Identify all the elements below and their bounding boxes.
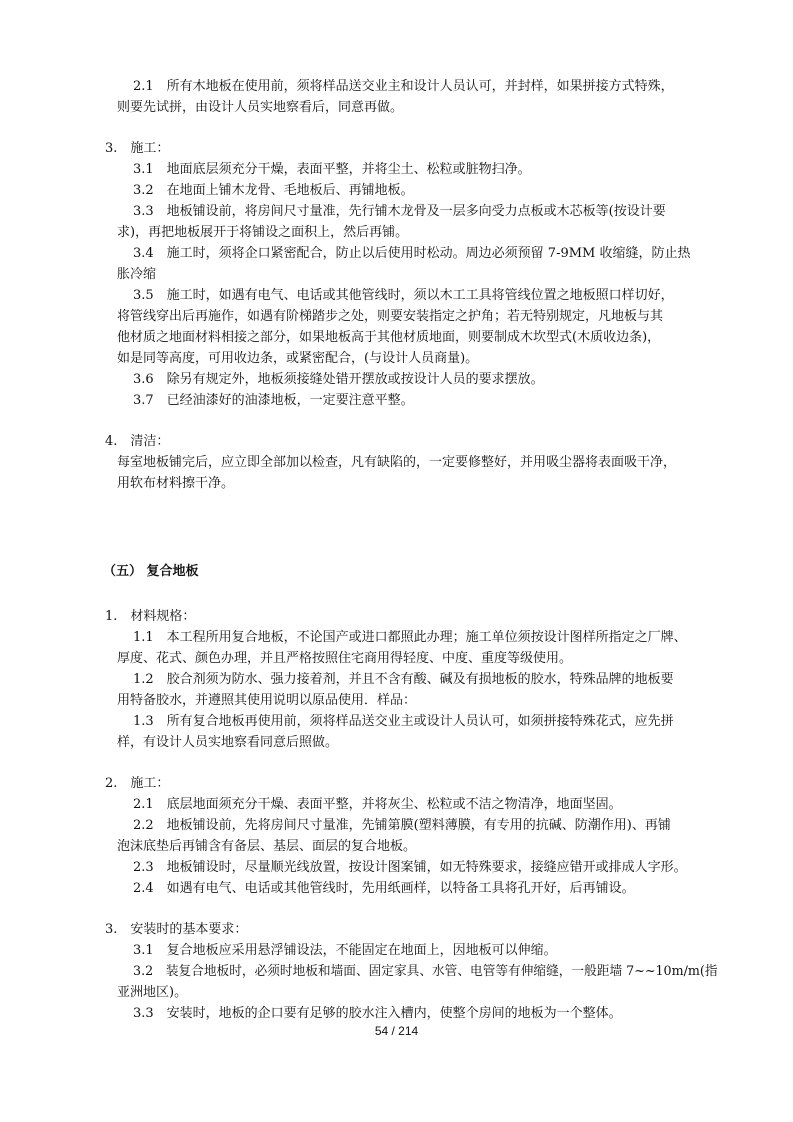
section-item-heading: 4. 清洁： <box>105 434 170 449</box>
page-number: 54 / 214 <box>374 1024 419 1038</box>
text-line: 3.5 施工时，如遇有电气、电话或其他管线时，须以木工工具将管线位置之地板照口样切好， <box>133 288 674 303</box>
section-item-heading: 3. 施工： <box>105 141 170 156</box>
section-heading: （五） 复合地板 <box>103 564 199 579</box>
text-line: 1.1 本工程所用复合地板，不论国产或进口都照此办理；施工单位须按设计图样所指定之厂牌、 <box>133 630 687 645</box>
text-line: 将管线穿出后再施作，如遇有阶梯踏步之处，则要安装指定之护角；若无特别规定，凡地板与其 <box>117 309 664 324</box>
section-item-heading: 3. 安装时的基本要求： <box>105 922 248 937</box>
text-line: 2.4 如遇有电气、电话或其他管线时，先用纸画样，以特备工具将孔开好，后再铺设。 <box>133 881 635 896</box>
text-line: 他材质之地面材料相接之部分，如果地板高于其他材质地面，则要制成木坎型式(木质收边条)， <box>117 330 661 345</box>
text-line: 3.2 装复合地板时，必须时地板和墙面、固定家具、水管、电管等有伸缩缝，一般距墙 7~~10m/m(指 <box>133 964 718 979</box>
text-line: 3.3 地板铺设前，将房间尺寸量准，先行铺木龙骨及一层多向受力点板或木芯板等(按设计要 <box>133 204 666 219</box>
text-line: 2.1 底层地面须充分干燥、表面平整，并将灰尘、松粒或不洁之物清净，地面坚固。 <box>133 797 622 812</box>
text-line: 3.2 在地面上铺木龙骨、毛地板后、再铺地板。 <box>133 183 414 198</box>
text-line: 3.3 安装时，地板的企口要有足够的胶水注入槽内，使整个房间的地板为一个整体。 <box>133 1006 622 1021</box>
text-line: 3.4 施工时，须将企口紧密配合，防止以后使用时松动。周边必须预留 7-9MM 收缩缝，防止热 <box>133 246 691 261</box>
text-line: 样，有设计人员实地察看同意后照做。 <box>117 735 339 750</box>
section-item-heading: 2. 施工： <box>105 776 170 791</box>
text-line: 每室地板铺完后，应立即全部加以检查，凡有缺陷的，一定要修整好，并用吸尘器将表面吸干净， <box>117 455 677 470</box>
text-line: 3.6 除另有规定外，地板须接缝处错开摆放或按设计人员的要求摆放。 <box>133 372 544 387</box>
text-line: 用特备胶水，并遵照其使用说明以原品使用．样品： <box>117 693 417 708</box>
text-line: 1.3 所有复合地板再使用前，须将样品送交业主或设计人员认可，如须拼接特殊花式，应先拼 <box>133 714 674 729</box>
text-line: 2.2 地板铺设前，先将房间尺寸量准，先铺第膜(塑料薄膜，有专用的抗碱、防潮作用)、再铺 <box>133 818 671 833</box>
text-line: 3.1 复合地板应采用悬浮铺设法，不能固定在地面上，因地板可以伸缩。 <box>133 943 557 958</box>
text-line: 3.7 已经油漆好的油漆地板，一定要注意平整。 <box>133 393 414 408</box>
text-line: 3.1 地面底层须充分干燥，表面平整，并将尘土、松粒或脏物扫净。 <box>133 162 531 177</box>
text-line: 胀冷缩 <box>117 267 157 282</box>
text-line: 2.1 所有木地板在使用前，须将样品送交业主和设计人员认可，并封样，如果拼接方式特殊， <box>133 79 674 94</box>
text-line: 泡沫底垫后再铺含有备层、基层、面层的复合地板。 <box>117 839 417 854</box>
text-line: 2.3 地板铺设时，尽量顺光线放置，按设计图案铺，如无特殊要求，接缝应错开或排成人字形。 <box>133 860 687 875</box>
text-line: 则要先试拼，由设计人员实地察看后，同意再做。 <box>117 100 404 115</box>
text-line: 亚洲地区)。 <box>117 985 188 1000</box>
text-line: 如是同等高度，可用收边条，或紧密配合，(与设计人员商量)。 <box>117 351 479 366</box>
text-line: 厚度、花式、颜色办理，并且严格按照住宅商用得轻度、中度、重度等级使用。 <box>117 651 573 666</box>
section-item-heading: 1. 材料规格： <box>105 609 196 624</box>
text-line: 1.2 胶合剂须为防水、强力接着剂，并且不含有酸、碱及有损地板的胶水，特殊品牌的地板要 <box>133 672 674 687</box>
text-line: 求)，再把地板展开于将铺设之面积上，然后再铺。 <box>117 225 409 240</box>
text-line: 用软布材料擦干净。 <box>117 476 235 491</box>
